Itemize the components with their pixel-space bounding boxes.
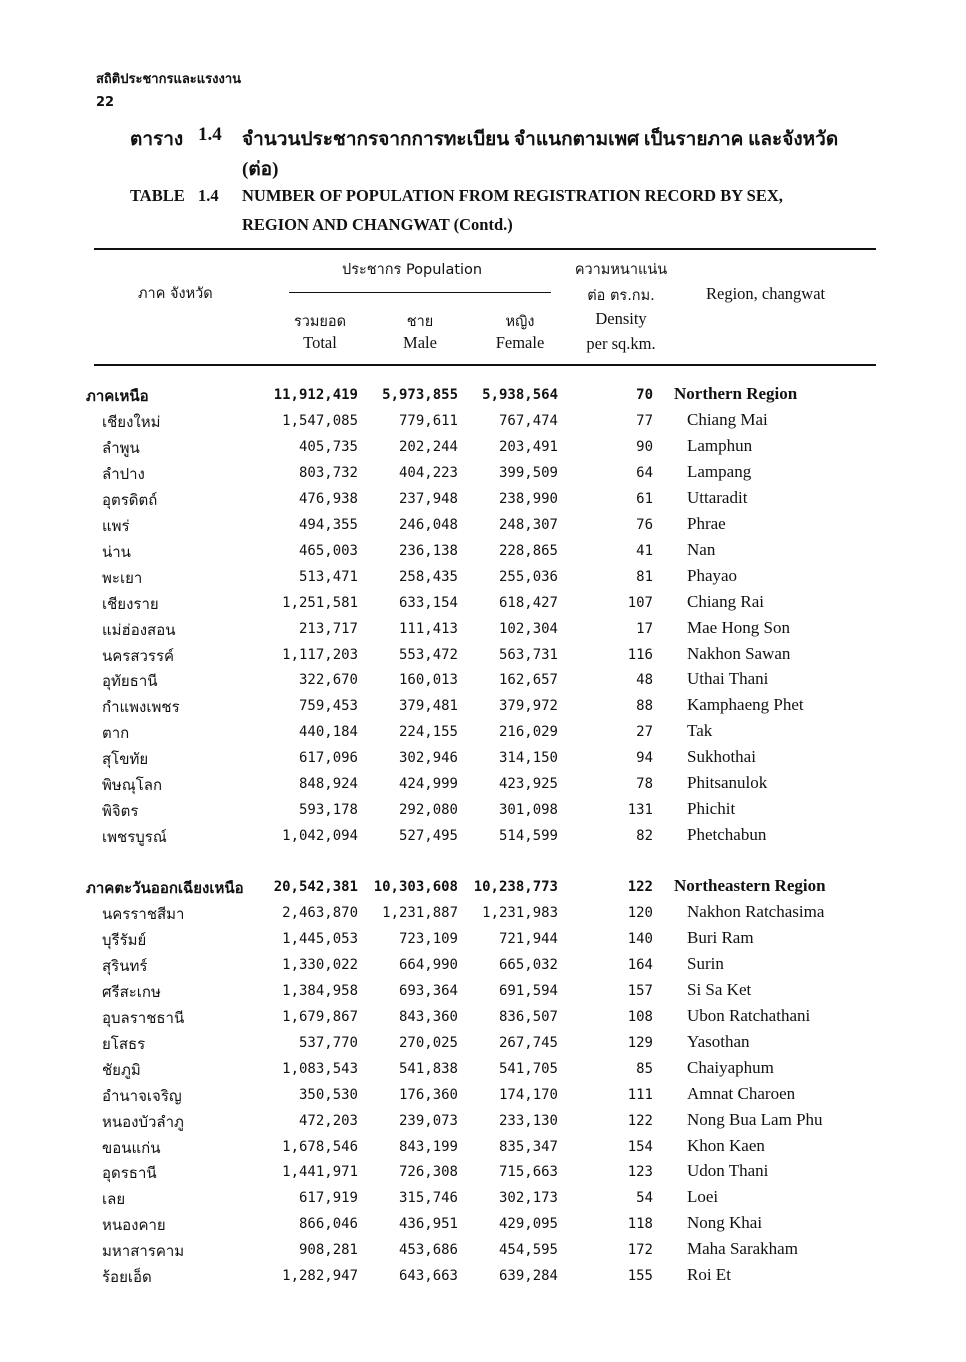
density-cell: 41 xyxy=(636,542,653,559)
changwat-name-thai xyxy=(102,618,175,642)
female-cell: 618,427 xyxy=(498,594,558,611)
changwat-name-thai xyxy=(102,410,161,434)
table-row xyxy=(0,1187,966,1213)
female-cell: 216,029 xyxy=(498,724,558,741)
male-cell: 237,948 xyxy=(398,490,458,507)
table-row xyxy=(0,721,966,747)
total-cell: 513,471 xyxy=(298,568,358,585)
table-row xyxy=(0,488,966,514)
running-head: สถิติประชากรและแรงงาน xyxy=(96,72,242,87)
density-cell: 118 xyxy=(627,1216,653,1233)
density-cell: 122 xyxy=(627,879,653,895)
male-cell: 246,048 xyxy=(398,516,458,533)
table-row xyxy=(0,695,966,721)
table-row xyxy=(0,669,966,695)
changwat-name-thai xyxy=(102,669,158,693)
female-cell: 715,663 xyxy=(498,1164,558,1181)
total-cell: 1,282,947 xyxy=(282,1268,358,1285)
title-text-english: NUMBER OF POPULATION FROM REGISTRATION RECORD BY SEX, xyxy=(242,186,783,205)
table-row xyxy=(0,1006,966,1032)
female-cell: 102,304 xyxy=(498,620,558,637)
column-header-density-thai-1: ความหนาแน่น xyxy=(574,262,668,278)
changwat-name-thai xyxy=(102,488,157,512)
total-cell: 908,281 xyxy=(298,1242,358,1259)
table-row xyxy=(0,462,966,488)
changwat-name-english: Nan xyxy=(687,539,716,559)
changwat-name-english: Kamphaeng Phet xyxy=(687,695,804,715)
table-row xyxy=(0,1239,966,1265)
name-thai-text: ลำพูน xyxy=(102,438,140,457)
changwat-name-thai xyxy=(102,540,131,564)
female-cell: 10,238,773 xyxy=(473,879,558,895)
female-cell: 5,938,564 xyxy=(482,387,558,403)
female-cell: 514,599 xyxy=(498,828,558,845)
male-cell: 5,973,855 xyxy=(382,387,458,403)
density-cell: 123 xyxy=(627,1164,653,1181)
male-cell: 315,746 xyxy=(398,1190,458,1207)
male-cell: 453,686 xyxy=(398,1242,458,1259)
female-cell: 721,944 xyxy=(498,930,558,947)
table-row xyxy=(0,799,966,825)
changwat-name-english: Uttaradit xyxy=(687,487,748,507)
name-thai-text: ชัยภูมิ xyxy=(102,1060,141,1079)
changwat-name-english: Phetchabun xyxy=(687,825,767,845)
female-cell: 203,491 xyxy=(498,438,558,455)
female-cell: 399,509 xyxy=(498,464,558,481)
density-cell: 108 xyxy=(627,1008,653,1025)
region-name-english: Northern Region xyxy=(674,384,798,403)
density-cell: 172 xyxy=(627,1242,653,1259)
density-cell: 76 xyxy=(636,516,653,533)
changwat-name-english: Sukhothai xyxy=(687,747,756,767)
female-cell: 835,347 xyxy=(498,1138,558,1155)
total-cell: 1,678,546 xyxy=(282,1138,358,1155)
female-cell: 228,865 xyxy=(498,542,558,559)
name-thai-text: อุดรธานี xyxy=(102,1164,157,1183)
table-row xyxy=(0,1213,966,1239)
changwat-name-english: Buri Ram xyxy=(687,927,754,947)
total-cell: 405,735 xyxy=(298,438,358,455)
name-thai-text: ตาก xyxy=(102,724,130,743)
column-header-region-thai: ภาค จังหวัด xyxy=(138,286,213,302)
male-cell: 643,663 xyxy=(398,1268,458,1285)
name-thai-text: เชียงราย xyxy=(102,594,159,613)
changwat-name-thai xyxy=(102,1239,184,1263)
density-cell: 131 xyxy=(627,802,653,819)
changwat-name-english: Mae Hong Son xyxy=(687,617,790,637)
name-thai-text: แพร่ xyxy=(102,516,130,535)
male-cell: 236,138 xyxy=(398,542,458,559)
name-thai-text: นครราชสีมา xyxy=(102,904,185,923)
table-row xyxy=(0,928,966,954)
name-thai-text: พะเยา xyxy=(102,568,143,587)
name-thai-text: ลำปาง xyxy=(102,464,145,483)
male-cell: 224,155 xyxy=(398,724,458,741)
male-cell: 404,223 xyxy=(398,464,458,481)
female-cell: 423,925 xyxy=(498,776,558,793)
table-row xyxy=(0,592,966,618)
total-cell: 1,117,203 xyxy=(282,646,358,663)
total-cell: 537,770 xyxy=(298,1034,358,1051)
density-cell: 107 xyxy=(627,594,653,611)
changwat-name-thai xyxy=(102,1032,145,1056)
changwat-name-thai xyxy=(102,514,130,538)
male-cell: 258,435 xyxy=(398,568,458,585)
name-thai-text: ภาคตะวันออกเฉียงเหนือ xyxy=(86,879,244,897)
changwat-name-thai xyxy=(102,1110,184,1134)
column-header-density-1: Density xyxy=(595,309,647,328)
female-cell: 233,130 xyxy=(498,1112,558,1129)
male-cell: 726,308 xyxy=(398,1164,458,1181)
male-cell: 541,838 xyxy=(398,1060,458,1077)
male-cell: 270,025 xyxy=(398,1034,458,1051)
title-number-thai: 1.4 xyxy=(198,124,222,145)
total-cell: 1,083,543 xyxy=(282,1060,358,1077)
total-cell: 1,679,867 xyxy=(282,1008,358,1025)
male-cell: 1,231,887 xyxy=(382,904,458,921)
changwat-name-thai xyxy=(102,1006,184,1030)
density-cell: 78 xyxy=(636,776,653,793)
male-cell: 176,360 xyxy=(398,1086,458,1103)
total-cell: 494,355 xyxy=(298,516,358,533)
column-header-region-english: Region, changwat xyxy=(706,284,826,303)
male-cell: 436,951 xyxy=(398,1216,458,1233)
density-cell: 116 xyxy=(627,646,653,663)
table-row xyxy=(0,436,966,462)
density-cell: 54 xyxy=(636,1190,653,1207)
total-cell: 617,096 xyxy=(298,750,358,767)
name-thai-text: เลย xyxy=(102,1190,126,1209)
total-cell: 11,912,419 xyxy=(273,387,358,403)
name-thai-text: ศรีสะเกษ xyxy=(102,982,161,1001)
changwat-name-thai xyxy=(102,980,161,1004)
title-text-english-line2: REGION AND CHANGWAT (Contd.) xyxy=(242,215,513,234)
total-cell: 1,330,022 xyxy=(282,956,358,973)
male-cell: 379,481 xyxy=(398,698,458,715)
female-cell: 665,032 xyxy=(498,956,558,973)
changwat-name-english: Nong Bua Lam Phu xyxy=(687,1109,823,1129)
changwat-name-english: Amnat Charoen xyxy=(687,1083,796,1103)
name-thai-text: สุรินทร์ xyxy=(102,956,148,975)
name-thai-text: น่าน xyxy=(102,542,131,561)
title-text-thai-line2: (ต่อ) xyxy=(242,159,279,180)
male-cell: 424,999 xyxy=(398,776,458,793)
table-row xyxy=(0,954,966,980)
changwat-name-english: Si Sa Ket xyxy=(687,979,752,999)
total-cell: 472,203 xyxy=(298,1112,358,1129)
total-cell: 1,445,053 xyxy=(282,930,358,947)
population-group-rule xyxy=(289,292,551,293)
density-cell: 90 xyxy=(636,438,653,455)
total-cell: 803,732 xyxy=(298,464,358,481)
female-cell: 255,036 xyxy=(498,568,558,585)
density-cell: 88 xyxy=(636,698,653,715)
total-cell: 2,463,870 xyxy=(282,904,358,921)
changwat-name-english: Udon Thani xyxy=(687,1161,769,1181)
total-cell: 20,542,381 xyxy=(273,879,358,895)
female-cell: 429,095 xyxy=(498,1216,558,1233)
changwat-name-english: Chiang Rai xyxy=(687,591,764,611)
density-cell: 94 xyxy=(636,750,653,767)
changwat-name-thai xyxy=(102,1265,152,1289)
table-row xyxy=(0,644,966,670)
name-thai-text: อุตรดิตถ์ xyxy=(102,490,158,509)
changwat-name-english: Chiang Mai xyxy=(687,409,768,429)
density-cell: 27 xyxy=(636,724,653,741)
name-thai-text: มหาสารคาม xyxy=(102,1242,185,1261)
density-cell: 85 xyxy=(636,1060,653,1077)
changwat-name-thai xyxy=(102,954,147,978)
column-header-population: ประชากร Population xyxy=(342,262,483,278)
male-cell: 292,080 xyxy=(398,802,458,819)
table-row xyxy=(0,902,966,928)
male-cell: 843,199 xyxy=(398,1138,458,1155)
density-cell: 82 xyxy=(636,828,653,845)
changwat-name-english: Lampang xyxy=(687,461,752,481)
changwat-name-thai xyxy=(102,695,180,719)
table-row xyxy=(0,1161,966,1187)
region-name-thai xyxy=(86,876,244,900)
changwat-name-thai xyxy=(102,1136,161,1160)
changwat-name-thai xyxy=(102,1187,125,1211)
changwat-name-thai xyxy=(102,436,140,460)
female-cell: 541,705 xyxy=(498,1060,558,1077)
female-cell: 314,150 xyxy=(498,750,558,767)
table-row xyxy=(0,825,966,851)
name-thai-text: พิษณุโลก xyxy=(102,776,163,795)
changwat-name-english: Phitsanulok xyxy=(687,773,768,793)
changwat-name-english: Tak xyxy=(687,721,713,741)
total-cell: 350,530 xyxy=(298,1086,358,1103)
density-cell: 64 xyxy=(636,464,653,481)
column-header-male: Male xyxy=(403,333,437,352)
name-thai-text: อุทัยธานี xyxy=(102,672,158,691)
male-cell: 302,946 xyxy=(398,750,458,767)
table-row xyxy=(0,1136,966,1162)
title-label-thai: ตาราง xyxy=(130,129,184,150)
region-row xyxy=(0,876,966,902)
title-text-thai: จำนวนประชากรจากการทะเบียน จำแนกตามเพศ เป็นรายภาค และจังหวัด xyxy=(242,129,839,150)
changwat-name-thai xyxy=(102,721,129,745)
changwat-name-thai xyxy=(102,1213,166,1237)
changwat-name-english: Khon Kaen xyxy=(687,1135,765,1155)
title-label-english: TABLE xyxy=(130,186,185,205)
name-thai-text: อำนาจเจริญ xyxy=(102,1086,182,1105)
changwat-name-english: Chaiyaphum xyxy=(687,1057,774,1077)
female-cell: 836,507 xyxy=(498,1008,558,1025)
density-cell: 61 xyxy=(636,490,653,507)
total-cell: 1,251,581 xyxy=(282,594,358,611)
changwat-name-thai xyxy=(102,566,142,590)
table-row xyxy=(0,1032,966,1058)
changwat-name-thai xyxy=(102,1084,182,1108)
region-row xyxy=(0,384,966,410)
changwat-name-thai xyxy=(102,773,162,797)
density-cell: 48 xyxy=(636,672,653,689)
density-cell: 111 xyxy=(627,1086,653,1103)
total-cell: 848,924 xyxy=(298,776,358,793)
name-thai-text: บุรีรัมย์ xyxy=(102,930,147,949)
table-row xyxy=(0,1110,966,1136)
male-cell: 633,154 xyxy=(398,594,458,611)
total-cell: 593,178 xyxy=(298,802,358,819)
table-row xyxy=(0,514,966,540)
changwat-name-thai xyxy=(102,1058,141,1082)
column-header-density-thai-2: ต่อ ตร.กม. xyxy=(587,288,655,304)
changwat-name-english: Nakhon Ratchasima xyxy=(687,901,825,921)
changwat-name-english: Uthai Thani xyxy=(687,669,769,689)
column-header-total: Total xyxy=(303,333,337,352)
table-row xyxy=(0,410,966,436)
changwat-name-english: Phrae xyxy=(687,513,726,533)
total-cell: 1,384,958 xyxy=(282,982,358,999)
name-thai-text: เพชรบูรณ์ xyxy=(102,828,167,847)
changwat-name-english: Loei xyxy=(687,1187,719,1207)
male-cell: 843,360 xyxy=(398,1008,458,1025)
female-cell: 248,307 xyxy=(498,516,558,533)
name-thai-text: ภาคเหนือ xyxy=(86,387,149,405)
male-cell: 664,990 xyxy=(398,956,458,973)
total-cell: 617,919 xyxy=(298,1190,358,1207)
total-cell: 1,042,094 xyxy=(282,828,358,845)
changwat-name-thai xyxy=(102,1161,157,1185)
changwat-name-english: Phichit xyxy=(687,799,736,819)
male-cell: 723,109 xyxy=(398,930,458,947)
column-header-female: Female xyxy=(495,333,545,352)
table-row xyxy=(0,773,966,799)
changwat-name-thai xyxy=(102,462,145,486)
name-thai-text: แม่ฮ่องสอน xyxy=(102,620,176,639)
total-cell: 1,441,971 xyxy=(282,1164,358,1181)
female-cell: 301,098 xyxy=(498,802,558,819)
total-cell: 759,453 xyxy=(298,698,358,715)
changwat-name-thai xyxy=(102,747,148,771)
changwat-name-thai xyxy=(102,902,184,926)
male-cell: 111,413 xyxy=(398,620,458,637)
changwat-name-english: Yasothan xyxy=(687,1031,750,1051)
changwat-name-thai xyxy=(102,825,167,849)
female-cell: 267,745 xyxy=(498,1034,558,1051)
name-thai-text: อุบลราชธานี xyxy=(102,1008,185,1027)
column-header-female-thai: หญิง xyxy=(505,314,535,330)
table-row xyxy=(0,1265,966,1291)
name-thai-text: ขอนแก่น xyxy=(102,1138,161,1157)
density-cell: 155 xyxy=(627,1268,653,1285)
male-cell: 202,244 xyxy=(398,438,458,455)
column-header-male-thai: ชาย xyxy=(406,314,434,330)
density-cell: 17 xyxy=(636,620,653,637)
density-cell: 120 xyxy=(627,904,653,921)
female-cell: 563,731 xyxy=(498,646,558,663)
total-cell: 1,547,085 xyxy=(282,412,358,429)
total-cell: 440,184 xyxy=(298,724,358,741)
changwat-name-english: Nakhon Sawan xyxy=(687,643,791,663)
name-thai-text: หนองคาย xyxy=(102,1216,166,1235)
table-row xyxy=(0,566,966,592)
column-header-density-2: per sq.km. xyxy=(586,334,656,353)
changwat-name-english: Phayao xyxy=(687,565,738,585)
name-thai-text: กำแพงเพชร xyxy=(102,698,180,717)
table-row xyxy=(0,540,966,566)
male-cell: 239,073 xyxy=(398,1112,458,1129)
name-thai-text: นครสวรรค์ xyxy=(102,646,175,665)
total-cell: 866,046 xyxy=(298,1216,358,1233)
name-thai-text: ยโสธร xyxy=(102,1034,146,1053)
density-cell: 70 xyxy=(636,387,653,403)
female-cell: 767,474 xyxy=(498,412,558,429)
density-cell: 154 xyxy=(627,1138,653,1155)
total-cell: 465,003 xyxy=(298,542,358,559)
table-row xyxy=(0,747,966,773)
table-row xyxy=(0,1084,966,1110)
region-name-thai xyxy=(86,384,149,408)
male-cell: 693,364 xyxy=(398,982,458,999)
table-top-rule xyxy=(94,248,876,250)
changwat-name-thai xyxy=(102,928,146,952)
density-cell: 164 xyxy=(627,956,653,973)
table-header-rule xyxy=(94,364,876,366)
table-row xyxy=(0,980,966,1006)
title-number-english: 1.4 xyxy=(198,186,219,205)
changwat-name-thai xyxy=(102,592,159,616)
male-cell: 160,013 xyxy=(398,672,458,689)
female-cell: 379,972 xyxy=(498,698,558,715)
density-cell: 140 xyxy=(627,930,653,947)
changwat-name-thai xyxy=(102,644,174,668)
table-row xyxy=(0,618,966,644)
female-cell: 238,990 xyxy=(498,490,558,507)
column-header-total-thai: รวมยอด xyxy=(293,314,347,330)
density-cell: 122 xyxy=(627,1112,653,1129)
female-cell: 174,170 xyxy=(498,1086,558,1103)
female-cell: 639,284 xyxy=(498,1268,558,1285)
total-cell: 213,717 xyxy=(298,620,358,637)
female-cell: 454,595 xyxy=(498,1242,558,1259)
female-cell: 691,594 xyxy=(498,982,558,999)
total-cell: 322,670 xyxy=(298,672,358,689)
table-row xyxy=(0,1058,966,1084)
density-cell: 157 xyxy=(627,982,653,999)
total-cell: 476,938 xyxy=(298,490,358,507)
page-number: 22 xyxy=(96,95,115,110)
changwat-name-english: Ubon Ratchathani xyxy=(687,1005,811,1025)
density-cell: 81 xyxy=(636,568,653,585)
name-thai-text: หนองบัวลำภู xyxy=(102,1112,184,1131)
female-cell: 302,173 xyxy=(498,1190,558,1207)
female-cell: 1,231,983 xyxy=(482,904,558,921)
changwat-name-english: Nong Khai xyxy=(687,1213,763,1233)
density-cell: 77 xyxy=(636,412,653,429)
changwat-name-thai xyxy=(102,799,138,823)
female-cell: 162,657 xyxy=(498,672,558,689)
region-name-english: Northeastern Region xyxy=(674,876,826,895)
name-thai-text: พิจิตร xyxy=(102,802,139,821)
male-cell: 779,611 xyxy=(398,412,458,429)
male-cell: 527,495 xyxy=(398,828,458,845)
name-thai-text: สุโขทัย xyxy=(102,750,149,769)
density-cell: 129 xyxy=(627,1034,653,1051)
changwat-name-english: Roi Et xyxy=(687,1265,731,1285)
male-cell: 553,472 xyxy=(398,646,458,663)
name-thai-text: เชียงใหม่ xyxy=(102,412,161,431)
changwat-name-english: Surin xyxy=(687,953,724,973)
changwat-name-english: Lamphun xyxy=(687,435,753,455)
changwat-name-english: Maha Sarakham xyxy=(687,1239,798,1259)
name-thai-text: ร้อยเอ็ด xyxy=(102,1268,152,1287)
male-cell: 10,303,608 xyxy=(373,879,458,895)
